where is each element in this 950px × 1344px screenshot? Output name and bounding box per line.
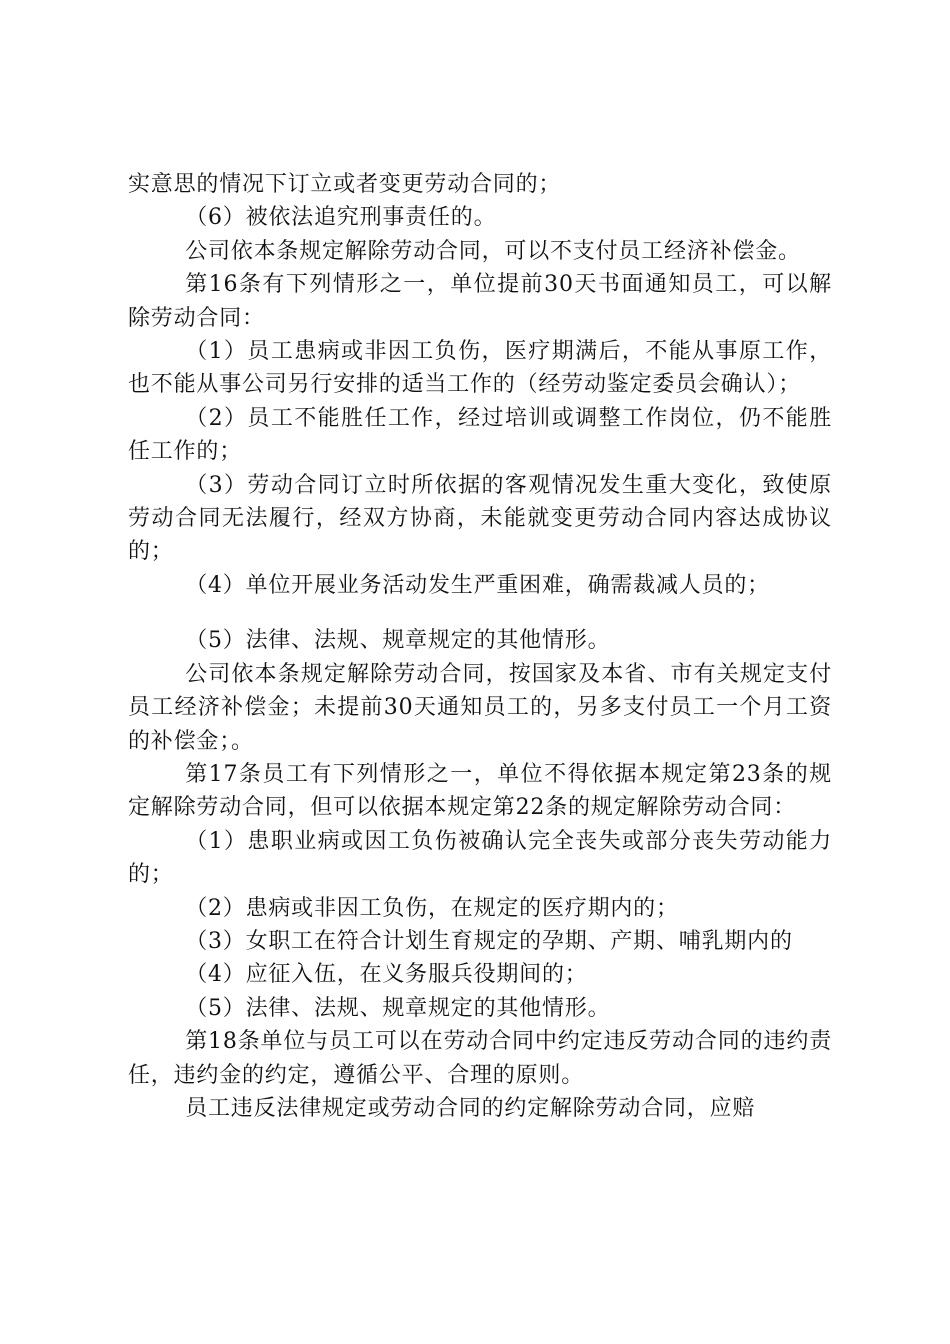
list-item: （3）女职工在符合计划生育规定的孕期、产期、哺乳期内的: [185, 928, 793, 954]
article-18-heading: 第18条单位与员工可以在劳动合同中约定违反劳动合同的违约责任，违约金的约定，遵循公平、合理的原则。: [128, 1029, 832, 1088]
list-item: （1）患职业病或因工负伤被确认完全丧失或部分丧失劳动能力的；: [128, 828, 832, 888]
list-item: （2）员工不能胜任工作，经过培训或调整工作岗位，仍不能胜任工作的；: [128, 405, 832, 465]
list-item: （2）患病或非因工负伤，在规定的医疗期内的；: [185, 895, 679, 921]
paragraph: 员工违反法律规定或劳动合同的约定解除劳动合同，应赔: [185, 1095, 756, 1121]
list-item: （3）劳动合同订立时所依据的客观情况发生重大变化，致使原劳动合同无法履行，经双方协商，未能就变更劳动合同内容达成协议的；: [128, 472, 832, 565]
article-16-heading: 第16条有下列情形之一，单位提前30天书面通知员工，可以解除劳动合同：: [128, 272, 832, 331]
list-item: （1）员工患病或非因工负伤，医疗期满后，不能从事原工作，也不能从事公司另行安排的适当工作的（经劳动鉴定委员会确认）；: [128, 339, 832, 398]
list-item: （6）被依法追究刑事责任的。: [185, 205, 497, 231]
paragraph-continuation: 实意思的情况下订立或者变更劳动合同的；: [128, 172, 562, 197]
list-item: （5）法律、法规、规章规定的其他情形。: [185, 995, 611, 1021]
list-item: （4）应征入伍，在义务服兵役期间的；: [185, 962, 588, 988]
article-17-heading: 第17条员工有下列情形之一，单位不得依据本规定第23条的规定解除劳动合同，但可以依据本规定第22条的规定解除劳动合同：: [128, 761, 832, 821]
paragraph: 公司依本条规定解除劳动合同，可以不支付员工经济补偿金。: [185, 238, 801, 264]
paragraph: 公司依本条规定解除劳动合同，按国家及本省、市有关规定支付员工经济补偿金；未提前30天通知员工的，另多支付员工一个月工资的补偿金；。: [128, 661, 832, 754]
list-item: （5）法律、法规、规章规定的其他情形。: [185, 628, 611, 654]
list-item: （4）单位开展业务活动发生严重困难，确需裁减人员的；: [185, 572, 770, 598]
document-body: [128, 168, 832, 1125]
blank-line: [128, 602, 832, 624]
